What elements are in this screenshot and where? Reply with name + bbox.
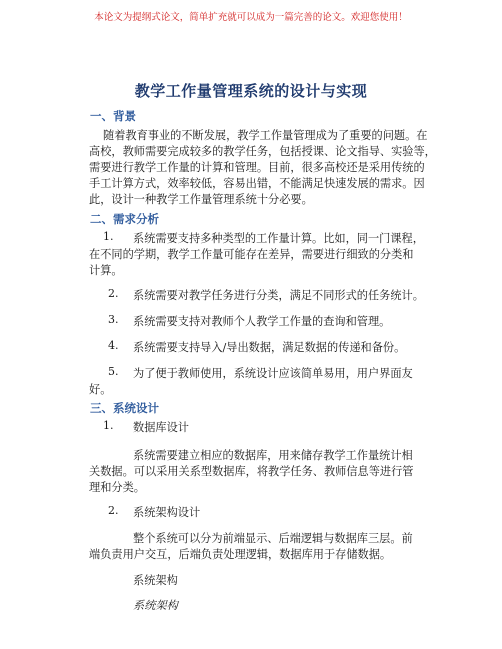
list-item-line: 为了便于教师使用，系统设计应该简单易用，用户界面友	[133, 367, 413, 380]
section-heading-background: 一、背景	[90, 109, 136, 123]
architecture-label: 系统架构	[133, 574, 178, 587]
notice-banner: 本论文为提纲式论文，简单扩充就可以成为一篇完善的论文。欢迎您使用！	[94, 12, 408, 23]
list-item-number: 4.	[108, 339, 119, 352]
list-item-line: 系统需要支持多种类型的工作量计算。比如，同一门课程，	[133, 232, 424, 245]
document-title: 教学工作量管理系统的设计与实现	[134, 82, 368, 100]
subsection-number: 2.	[108, 504, 119, 517]
subsection-number: 1.	[103, 419, 114, 432]
list-item-line: 系统需要对教学任务进行分类，满足不同形式的任务统计。	[133, 289, 424, 302]
paragraph-line: 手工计算方式，效率较低，容易出错，不能满足快速发展的需求。因	[89, 177, 425, 190]
paragraph-line: 关数据。可以采用关系型数据库，将教学任务、教师信息等进行管	[89, 465, 414, 478]
list-item-number: 1.	[103, 230, 114, 243]
architecture-caption: 系统架构	[133, 599, 178, 612]
list-item-number: 2.	[108, 287, 119, 300]
paragraph-line: 整个系统可以分为前端显示、后端逻辑与数据库三层。前	[133, 532, 413, 545]
list-item-line: 在不同的学期，教学工作量可能存在差异，需要进行细致的分类和	[89, 248, 414, 261]
list-item-line: 系统需要支持对教师个人教学工作量的查询和管理。	[133, 315, 391, 328]
list-item-line: 计算。	[89, 264, 123, 277]
list-item-number: 3.	[108, 313, 119, 326]
section-heading-requirements: 二、需求分析	[90, 212, 159, 226]
list-item-line: 系统需要支持导入/导出数据，满足数据的传递和备份。	[133, 341, 406, 354]
list-item-number: 5.	[108, 365, 119, 378]
paragraph-line: 需要进行教学工作量的计算和管理。目前，很多高校还是采用传统的	[89, 161, 425, 174]
paragraph-line: 端负责用户交互，后端负责处理逻辑，数据库用于存储数据。	[89, 548, 392, 561]
paragraph-line: 高校，教师需要完成较多的教学任务，包括授课、论文指导、实验等，	[89, 145, 436, 158]
paragraph-line: 随着教育事业的不断发展，教学工作量管理成为了重要的问题。在	[103, 129, 428, 142]
paragraph-line: 理和分类。	[89, 481, 145, 494]
list-item-line: 好。	[89, 383, 112, 396]
paragraph-line: 系统需要建立相应的数据库，用来储存教学工作量统计相	[133, 449, 413, 462]
subsection-title: 系统架构设计	[133, 506, 201, 519]
paragraph-line: 此，设计一种教学工作量管理系统十分必要。	[89, 193, 313, 206]
section-heading-system-design: 三、系统设计	[90, 401, 159, 415]
subsection-title: 数据库设计	[133, 421, 189, 434]
